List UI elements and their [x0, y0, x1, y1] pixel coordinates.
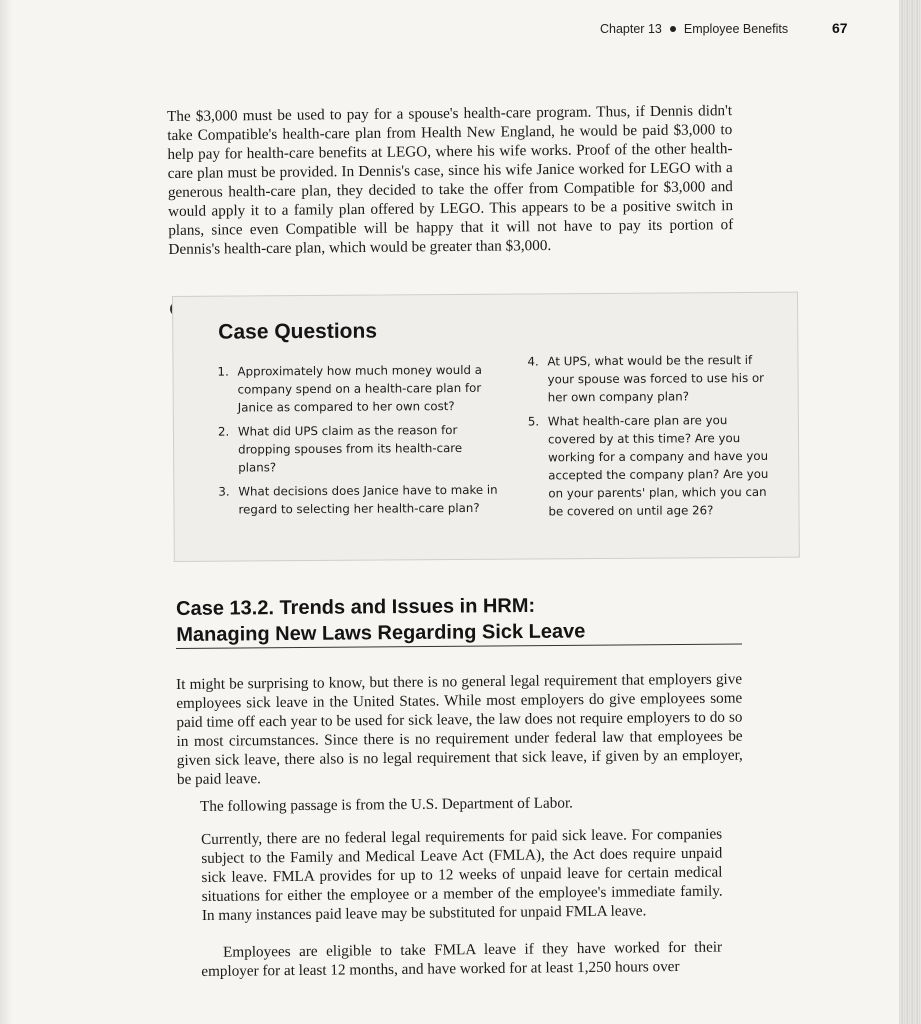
question-number: 1.	[217, 364, 229, 379]
case-questions-left-column	[217, 361, 498, 525]
running-header	[600, 22, 788, 36]
question-text: What did UPS claim as the reason for dropping spouses from its health-care plans?	[237, 423, 463, 475]
question-number: 5.	[527, 414, 540, 429]
case-questions-right-column	[527, 351, 778, 527]
book-binding-edge	[899, 0, 921, 1024]
case-questions-box	[172, 292, 800, 562]
question-number: 3.	[218, 484, 230, 499]
case-question-1	[217, 361, 497, 417]
case-question-3	[218, 481, 498, 519]
question-text: What decisions does Janice have to make in regard to selecting her health-care plan?	[238, 482, 498, 517]
case-question-4	[527, 351, 777, 407]
case-paragraph-1: It might be surprising to know, but there is no general legal requirement that employers give employees sick leave in the United States. While most employers do give employees some paid time off each year to be used for sick leave, the law does not require employers to do so in most circumstances. Since there is no requirement under federal law that employees be given sick leave, there also is no legal requirement that sick leave, if given by an employer, be paid leave.	[176, 670, 743, 789]
chapter-label: Chapter 13	[600, 22, 662, 36]
section-label: Employee Benefits	[683, 22, 789, 36]
page-left-edge	[0, 0, 12, 1024]
question-text: Approximately how much money would a company spend on a health-care plan for Janice as compared to her own cost?	[237, 362, 482, 415]
question-number: 4.	[527, 354, 539, 369]
block-quote-paragraph-2: Employees are eligible to take FMLA leave if they have worked for their employer for at least 12 months, and have worked for at least 1,250 hours over	[201, 938, 723, 981]
bullet-separator-icon	[670, 26, 676, 32]
page-number: 67	[832, 20, 848, 36]
case-heading-line-1: Case 13.2. Trends and Issues in HRM:	[176, 594, 536, 620]
intro-paragraph: The $3,000 must be used to pay for a spouse's health-care program. Thus, if Dennis didn't take Compatible's health-care plan from Health New England, he would be paid $3,000 to help pay for health-care benefits at LEGO, where his wife works. Proof of the other health-care plan must be provided. In Dennis's case, since his wife Janice worked for LEGO with a generous health-care plan, they decided to take the offer from Compatible for $3,000 and would apply it to a family plan offered by LEGO. This appears to be a positive switch in plans, since even Compatible will be happy that it will not have to pay its portion of Dennis's health-care plan, which would be greater than $3,000.	[167, 102, 734, 259]
case-questions-title: Case Questions	[218, 319, 378, 344]
case-question-2	[218, 421, 498, 477]
case-paragraph-2: The following passage is from the U.S. Department of Labor.	[200, 794, 574, 816]
question-text: What health-care plan are you covered by at this time? Are you working for a company and have you accepted the company plan? Are you on your parents' plan, which you can be covered on until age 26?	[547, 413, 769, 519]
case-13-2-heading	[176, 592, 585, 648]
question-number: 2.	[217, 424, 230, 439]
question-text: At UPS, what would be the result if your spouse was forced to use his or her own company plan?	[547, 352, 765, 405]
block-quote-paragraph-1: Currently, there are no federal legal requirements for paid sick leave. For companies subject to the Family and Medical Leave Act (FMLA), the Act does require unpaid sick leave. FMLA provides for up to 12 weeks of unpaid leave for certain medical situations for either the employee or a member of the employee's immediate family. In many instances paid leave may be substituted for unpaid FMLA leave.	[201, 825, 723, 925]
case-heading-line-2: Managing New Laws Regarding Sick Leave	[176, 620, 586, 646]
case-question-5	[528, 411, 779, 521]
